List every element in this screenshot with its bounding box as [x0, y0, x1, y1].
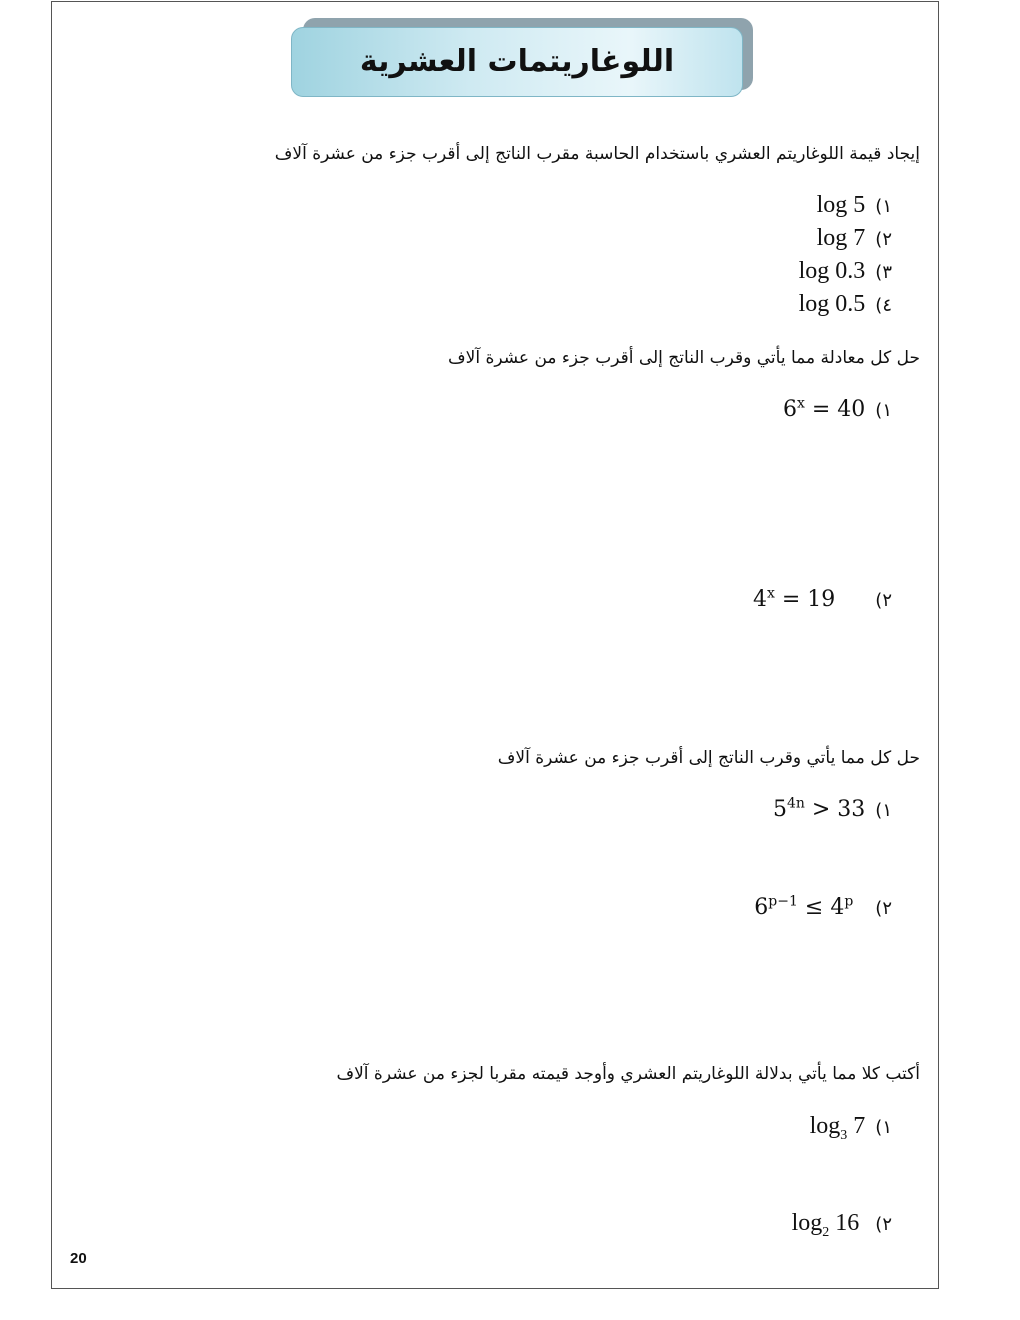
log-argument: 16 — [829, 1210, 860, 1236]
page-frame — [51, 1, 939, 1289]
math-expression — [791, 1210, 860, 1240]
base: 6 — [782, 397, 797, 423]
item-number: (١ — [875, 400, 892, 422]
item-number: (١ — [875, 1117, 892, 1138]
exponent: x — [766, 586, 775, 602]
log-function: log — [809, 1113, 841, 1139]
rhs: = 40 — [804, 397, 866, 423]
item-number: (٣ — [875, 262, 892, 283]
math-expression: log 0.5 — [798, 291, 866, 317]
math-expression: log 7 — [816, 225, 866, 251]
rhs: ≤ 4 — [797, 895, 845, 921]
math-expression — [753, 587, 835, 612]
math-expression — [773, 797, 865, 822]
base: 5 — [772, 797, 787, 823]
base: 6 — [754, 895, 769, 921]
math-expression — [783, 397, 865, 422]
list-item — [817, 192, 892, 219]
item-number: (١ — [875, 196, 892, 217]
rhs: > 33 — [804, 797, 866, 823]
page-title: اللوغاريتمات العشرية — [359, 44, 675, 79]
page-number: 20 — [70, 1250, 87, 1267]
item-number: (٤ — [875, 295, 892, 316]
item-number: (٢ — [875, 590, 892, 612]
log-item — [810, 1113, 892, 1144]
exponent: p — [844, 894, 854, 910]
item-number: (٢ — [875, 898, 892, 920]
section4-heading: أكتب كلا مما يأتي بدلالة اللوغاريتم العشري وأوجد قيمته مقربا لجزء من عشرة آلاف — [336, 1064, 920, 1084]
item-number: (١ — [875, 800, 892, 822]
math-expression — [809, 1113, 866, 1143]
log-argument: 7 — [847, 1113, 866, 1139]
exponent: x — [796, 396, 805, 412]
item-number: (٢ — [875, 229, 892, 250]
log-function: log — [791, 1210, 823, 1236]
list-item — [799, 291, 892, 318]
item-number: (٢ — [875, 1214, 892, 1235]
exponent: p−1 — [768, 894, 798, 910]
inequality-item — [773, 796, 892, 822]
base: 4 — [752, 587, 767, 613]
math-expression: log 5 — [816, 192, 866, 218]
section2-heading: حل كل معادلة مما يأتي وقرب الناتج إلى أقرب جزء من عشرة آلاف — [448, 348, 920, 368]
rhs: = 19 — [774, 587, 836, 613]
section3-heading: حل كل مما يأتي وقرب الناتج إلى أقرب جزء من عشرة آلاف — [497, 748, 920, 768]
log-base: 2 — [822, 1224, 830, 1240]
section1-heading: إيجاد قيمة اللوغاريتم العشري باستخدام الحاسبة مقرب الناتج إلى أقرب جزء من عشرة آلاف — [274, 144, 920, 164]
exponent: 4n — [786, 796, 805, 812]
log-base: 3 — [840, 1127, 848, 1143]
list-item — [799, 258, 892, 285]
log-item — [792, 1210, 892, 1241]
equation-item — [753, 586, 892, 612]
inequality-item — [754, 894, 892, 920]
list-item — [817, 225, 892, 252]
math-expression: log 0.3 — [798, 258, 866, 284]
math-expression — [754, 895, 853, 920]
equation-item — [783, 396, 892, 422]
